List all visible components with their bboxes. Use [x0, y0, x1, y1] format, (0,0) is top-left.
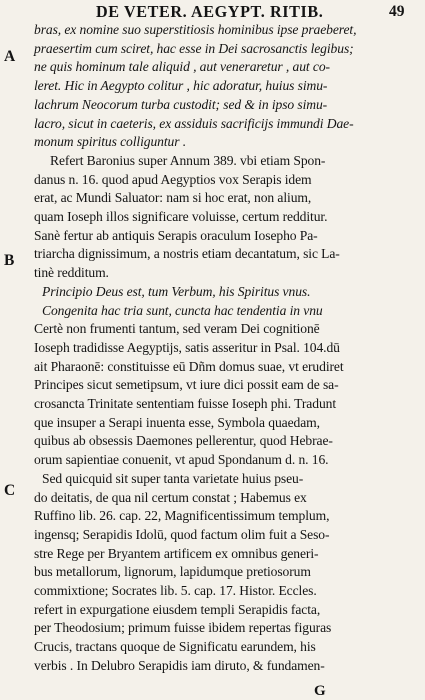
text-line: Ioseph tradidisse Aegyptijs, satis asseritur in Psal. 104.dū	[34, 340, 340, 355]
text-line: verbis . In Delubro Serapidis iam diruto, & fundamen-	[34, 658, 325, 673]
text-line: Principio Deus est, tum Verbum, his Spiritus vnus.	[42, 284, 311, 299]
text-line: lacro, sicut in caeteris, ex assiduis sacrificijs immundi Dae-	[34, 116, 354, 131]
page-number: 49	[389, 3, 405, 20]
text-line: do deitatis, de qua nil certum constat ; Habemus ex	[34, 490, 307, 505]
text-line: quibus ab obsessis Daemones pellerentur, quod Hebrae-	[34, 433, 333, 448]
running-head: DE VETER. AEGYPT. RITIB.	[96, 2, 324, 21]
text-line: refert in expurgatione eiusdem templi Serapidis facta,	[34, 602, 321, 617]
text-line: per Theodosium; primum fuisse ibidem repertas figuras	[34, 620, 332, 635]
text-line: Certè non frumenti tantum, sed veram Dei cognitionē	[34, 321, 320, 336]
text-line: ait Pharaonē: constituisse eū Dñm domus suae, vt erudiret	[34, 359, 344, 374]
text-line: Principes sicut semetipsum, vt iure dici possit eam de sa-	[34, 377, 339, 392]
page-header	[0, 2, 425, 22]
text-line: leret. Hic in Aegypto colitur , hic adoratur, huius simu-	[34, 78, 328, 93]
text-line: stre Rege per Bryantem artificem ex omnibus generi-	[34, 546, 319, 561]
text-line: praesertim cum sciret, hac esse in Dei sacrosanctis legibus;	[34, 41, 354, 56]
text-line: ne quis hominum tale aliquid , aut veneraretur , aut co-	[34, 59, 330, 74]
text-line: monum spiritus colliguntur .	[34, 134, 187, 149]
text-line: Ruffino lib. 26. cap. 22, Magnificentissimum templum,	[34, 508, 330, 523]
text-line: lachrum Neocorum turba custodit; sed & in ipso simu-	[34, 97, 328, 112]
text-line: orum sapientiae conuenit, vt apud Spondanum d. n. 16.	[34, 452, 329, 467]
margin-letter-c: C	[4, 482, 16, 499]
text-line: crosancta Trinitate sententiam fuisse Ioseph phi. Tradunt	[34, 396, 337, 411]
text-line: Crucis, tractans quoque de Significatu earundem, his	[34, 639, 316, 654]
margin-letter-b: B	[4, 252, 15, 269]
text-line: bus metallorum, lignorum, lapidumque pretiosorum	[34, 564, 311, 579]
margin-letter-a: A	[4, 48, 16, 65]
text-line: que insuper a Serapi inuenta esse, Symbola quaedam,	[34, 415, 320, 430]
text-line: tinè redditum.	[34, 265, 109, 280]
text-line: danus n. 16. quod apud Aegyptios vox Serapis idem	[34, 172, 312, 187]
text-line: bras, ex nomine suo superstitiosis hominibus ipse praeberet,	[34, 22, 357, 37]
text-line: quam Ioseph illos significare voluisse, certum redditur.	[34, 209, 328, 224]
text-line: ingensq; Serapidis Idolū, quod factum olim fuit a Seso-	[34, 527, 330, 542]
text-line: triarcha dignissimum, a nostris etiam decantatum, sic La-	[34, 246, 340, 261]
text-line: commixtione; Socrates lib. 5. cap. 17. Histor. Eccles.	[34, 583, 317, 598]
text-line: Refert Baronius super Annum 389. vbi etiam Spon-	[50, 153, 326, 168]
text-line: Sanè fertur ab antiquis Serapis oraculum Iosepho Pa-	[34, 228, 318, 243]
text-line: erat, ac Mundi Saluator: nam si hoc erat, non alium,	[34, 190, 312, 205]
text-line: Congenita hac tria sunt, cuncta hac tendentia in vnu	[42, 303, 323, 318]
catchword: G	[314, 683, 326, 699]
text-line: Sed quicquid sit super tanta varietate huius pseu-	[42, 471, 304, 486]
